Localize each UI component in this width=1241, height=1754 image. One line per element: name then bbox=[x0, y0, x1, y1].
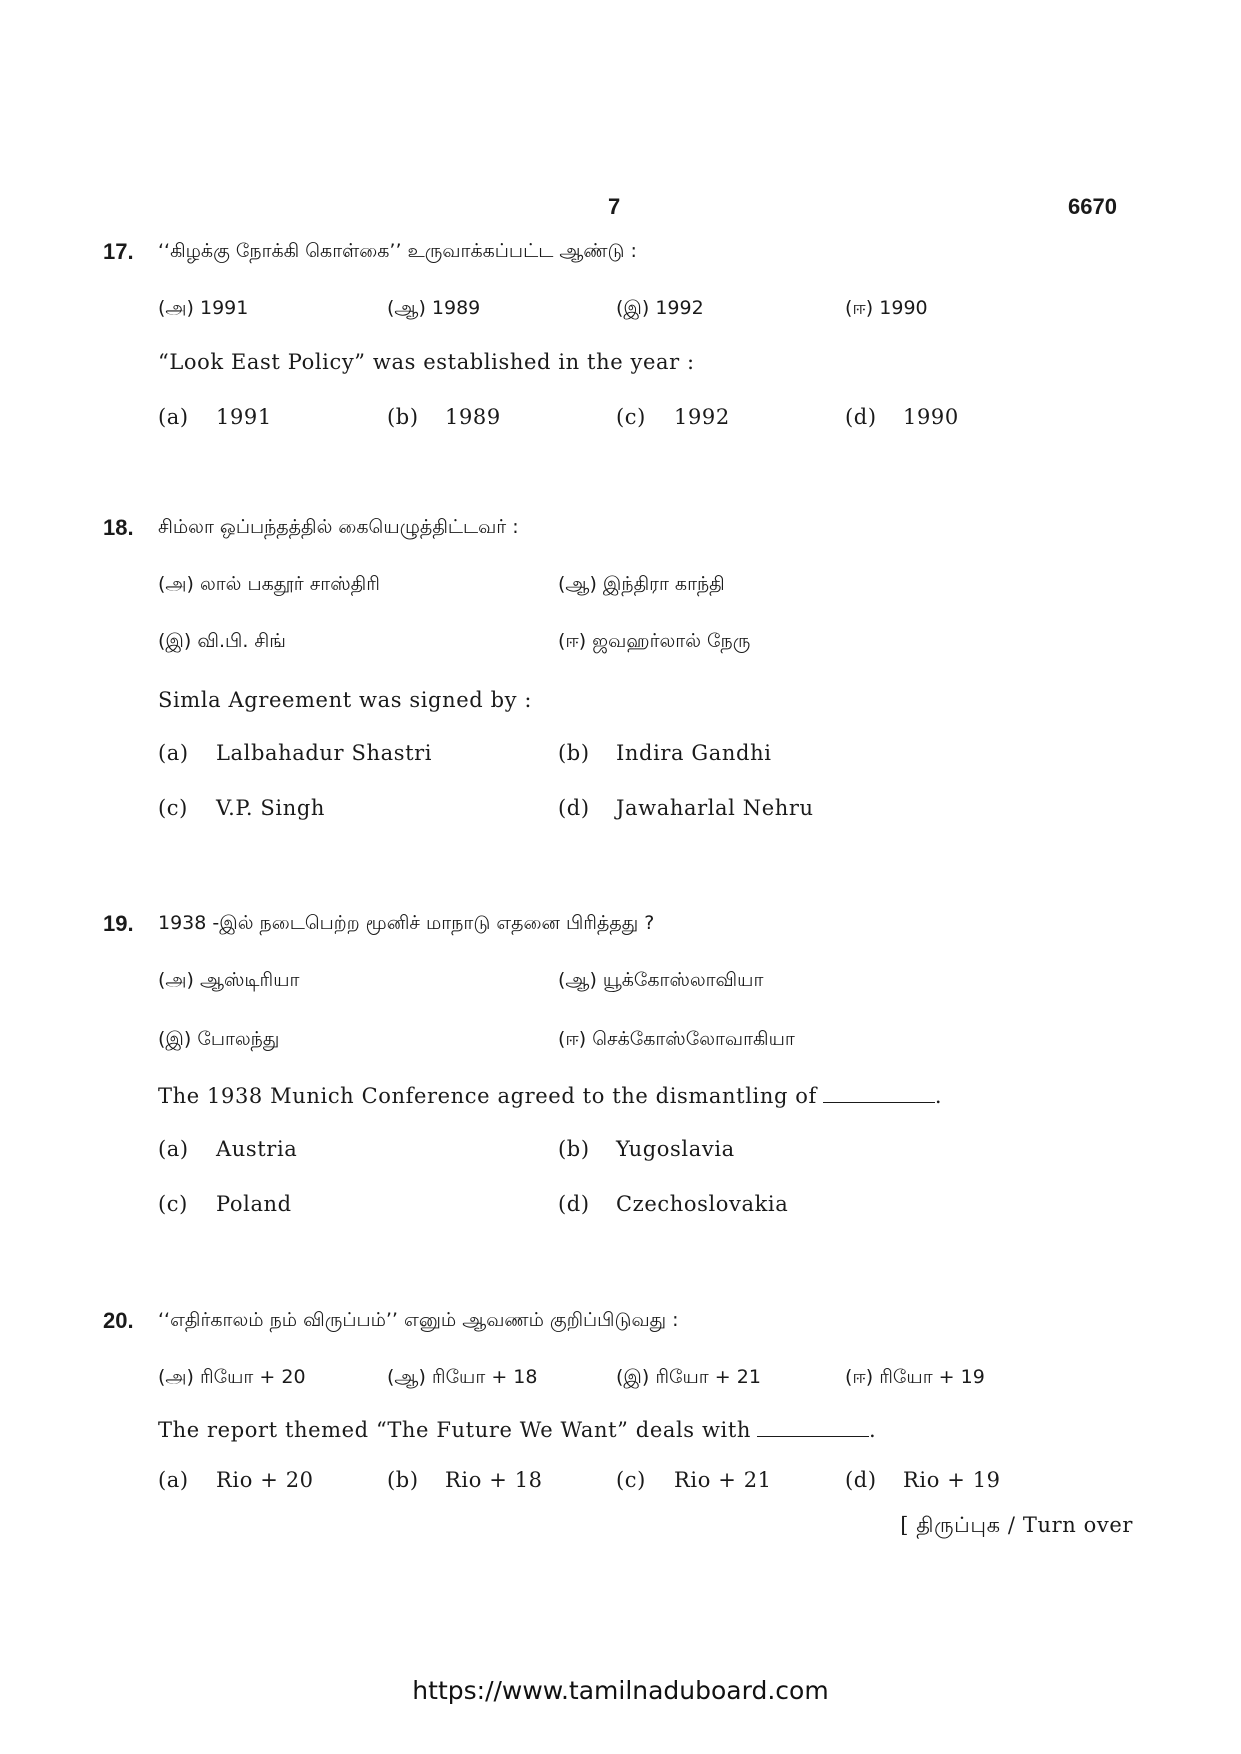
option-text: Rio + 20 bbox=[216, 1468, 314, 1492]
answer-blank bbox=[823, 1084, 935, 1103]
option-text: Indira Gandhi bbox=[616, 741, 772, 765]
option-label: (c) bbox=[616, 1468, 646, 1492]
tamil-option: (அ) ரியோ + 20 bbox=[158, 1366, 306, 1388]
tamil-option: (அ) ஆஸ்டிரியா bbox=[158, 969, 300, 991]
english-question: Simla Agreement was signed by : bbox=[158, 688, 533, 712]
option-text: Rio + 18 bbox=[445, 1468, 543, 1492]
english-question: The report themed “The Future We Want” deals with . bbox=[158, 1418, 877, 1442]
tamil-option: (இ) ரியோ + 21 bbox=[616, 1366, 761, 1388]
option-text: Yugoslavia bbox=[616, 1137, 735, 1161]
option-text: Poland bbox=[216, 1192, 292, 1216]
turn-over-note: [ திருப்புக / Turn over bbox=[900, 1513, 1133, 1537]
option-label: (d) bbox=[845, 405, 877, 429]
tamil-option: (ஈ) செக்கோஸ்லோவாகியா bbox=[558, 1028, 795, 1050]
question-number: 18. bbox=[103, 515, 134, 540]
option-text: 1992 bbox=[674, 405, 730, 429]
option-label: (d) bbox=[558, 1192, 590, 1216]
option-text: V.P. Singh bbox=[216, 796, 325, 820]
answer-blank bbox=[757, 1418, 869, 1437]
option-text: 1990 bbox=[903, 405, 959, 429]
tamil-option: (ஈ) ஜவஹர்லால் நேரு bbox=[558, 630, 751, 652]
tamil-option: (இ) வி.பி. சிங் bbox=[158, 630, 286, 652]
tamil-option: (ஆ) யூக்கோஸ்லாவியா bbox=[558, 969, 764, 991]
question-number: 17. bbox=[103, 239, 134, 264]
question-number: 19. bbox=[103, 911, 134, 936]
option-label: (d) bbox=[558, 796, 590, 820]
tamil-option: (ஆ) ரியோ + 18 bbox=[387, 1366, 538, 1388]
option-label: (a) bbox=[158, 741, 189, 765]
tamil-option: (இ) 1992 bbox=[616, 297, 704, 319]
option-label: (c) bbox=[158, 1192, 188, 1216]
question-number: 20. bbox=[103, 1308, 134, 1333]
option-label: (b) bbox=[387, 405, 419, 429]
question-text: The 1938 Munich Conference agreed to the dismantling of bbox=[158, 1084, 817, 1108]
tamil-question: ‘‘கிழக்கு நோக்கி கொள்கை’’ உருவாக்கப்பட்ட ஆண்டு : bbox=[158, 240, 637, 262]
option-label: (a) bbox=[158, 1137, 189, 1161]
page-number: 7 bbox=[608, 194, 621, 219]
option-text: Rio + 21 bbox=[674, 1468, 772, 1492]
tamil-option: (ஆ) 1989 bbox=[387, 297, 481, 319]
paper-code: 6670 bbox=[1068, 194, 1117, 219]
option-label: (a) bbox=[158, 405, 189, 429]
option-label: (a) bbox=[158, 1468, 189, 1492]
option-text: Lalbahadur Shastri bbox=[216, 741, 433, 765]
tamil-option: (அ) 1991 bbox=[158, 297, 249, 319]
option-label: (c) bbox=[158, 796, 188, 820]
option-label: (b) bbox=[387, 1468, 419, 1492]
option-label: (b) bbox=[558, 1137, 590, 1161]
option-label: (d) bbox=[845, 1468, 877, 1492]
english-question: The 1938 Munich Conference agreed to the dismantling of . bbox=[158, 1084, 943, 1108]
option-text: Czechoslovakia bbox=[616, 1192, 789, 1216]
tamil-option: (ஈ) ரியோ + 19 bbox=[845, 1366, 985, 1388]
option-text: Rio + 19 bbox=[903, 1468, 1001, 1492]
option-text: Jawaharlal Nehru bbox=[616, 796, 814, 820]
option-text: Austria bbox=[216, 1137, 298, 1161]
option-label: (c) bbox=[616, 405, 646, 429]
tamil-option: (இ) போலந்து bbox=[158, 1028, 280, 1050]
english-question: “Look East Policy” was established in the year : bbox=[158, 350, 695, 374]
footer-url[interactable]: https://www.tamilnaduboard.com bbox=[412, 1676, 829, 1705]
option-text: 1991 bbox=[216, 405, 272, 429]
tamil-question: 1938 -இல் நடைபெற்ற மூனிச் மாநாடு எதனை பிரித்தது ? bbox=[158, 912, 655, 934]
option-text: 1989 bbox=[445, 405, 501, 429]
tamil-option: (ஈ) 1990 bbox=[845, 297, 928, 319]
tamil-option: (அ) லால் பகதூர் சாஸ்திரி bbox=[158, 573, 380, 595]
tamil-question: ‘‘எதிர்காலம் நம் விருப்பம்’’ எனும் ஆவணம் குறிப்பிடுவது : bbox=[158, 1309, 679, 1331]
option-label: (b) bbox=[558, 741, 590, 765]
tamil-option: (ஆ) இந்திரா காந்தி bbox=[558, 573, 725, 595]
question-text: The report themed “The Future We Want” deals with bbox=[158, 1418, 752, 1442]
tamil-question: சிம்லா ஒப்பந்தத்தில் கையெழுத்திட்டவர் : bbox=[158, 516, 519, 538]
